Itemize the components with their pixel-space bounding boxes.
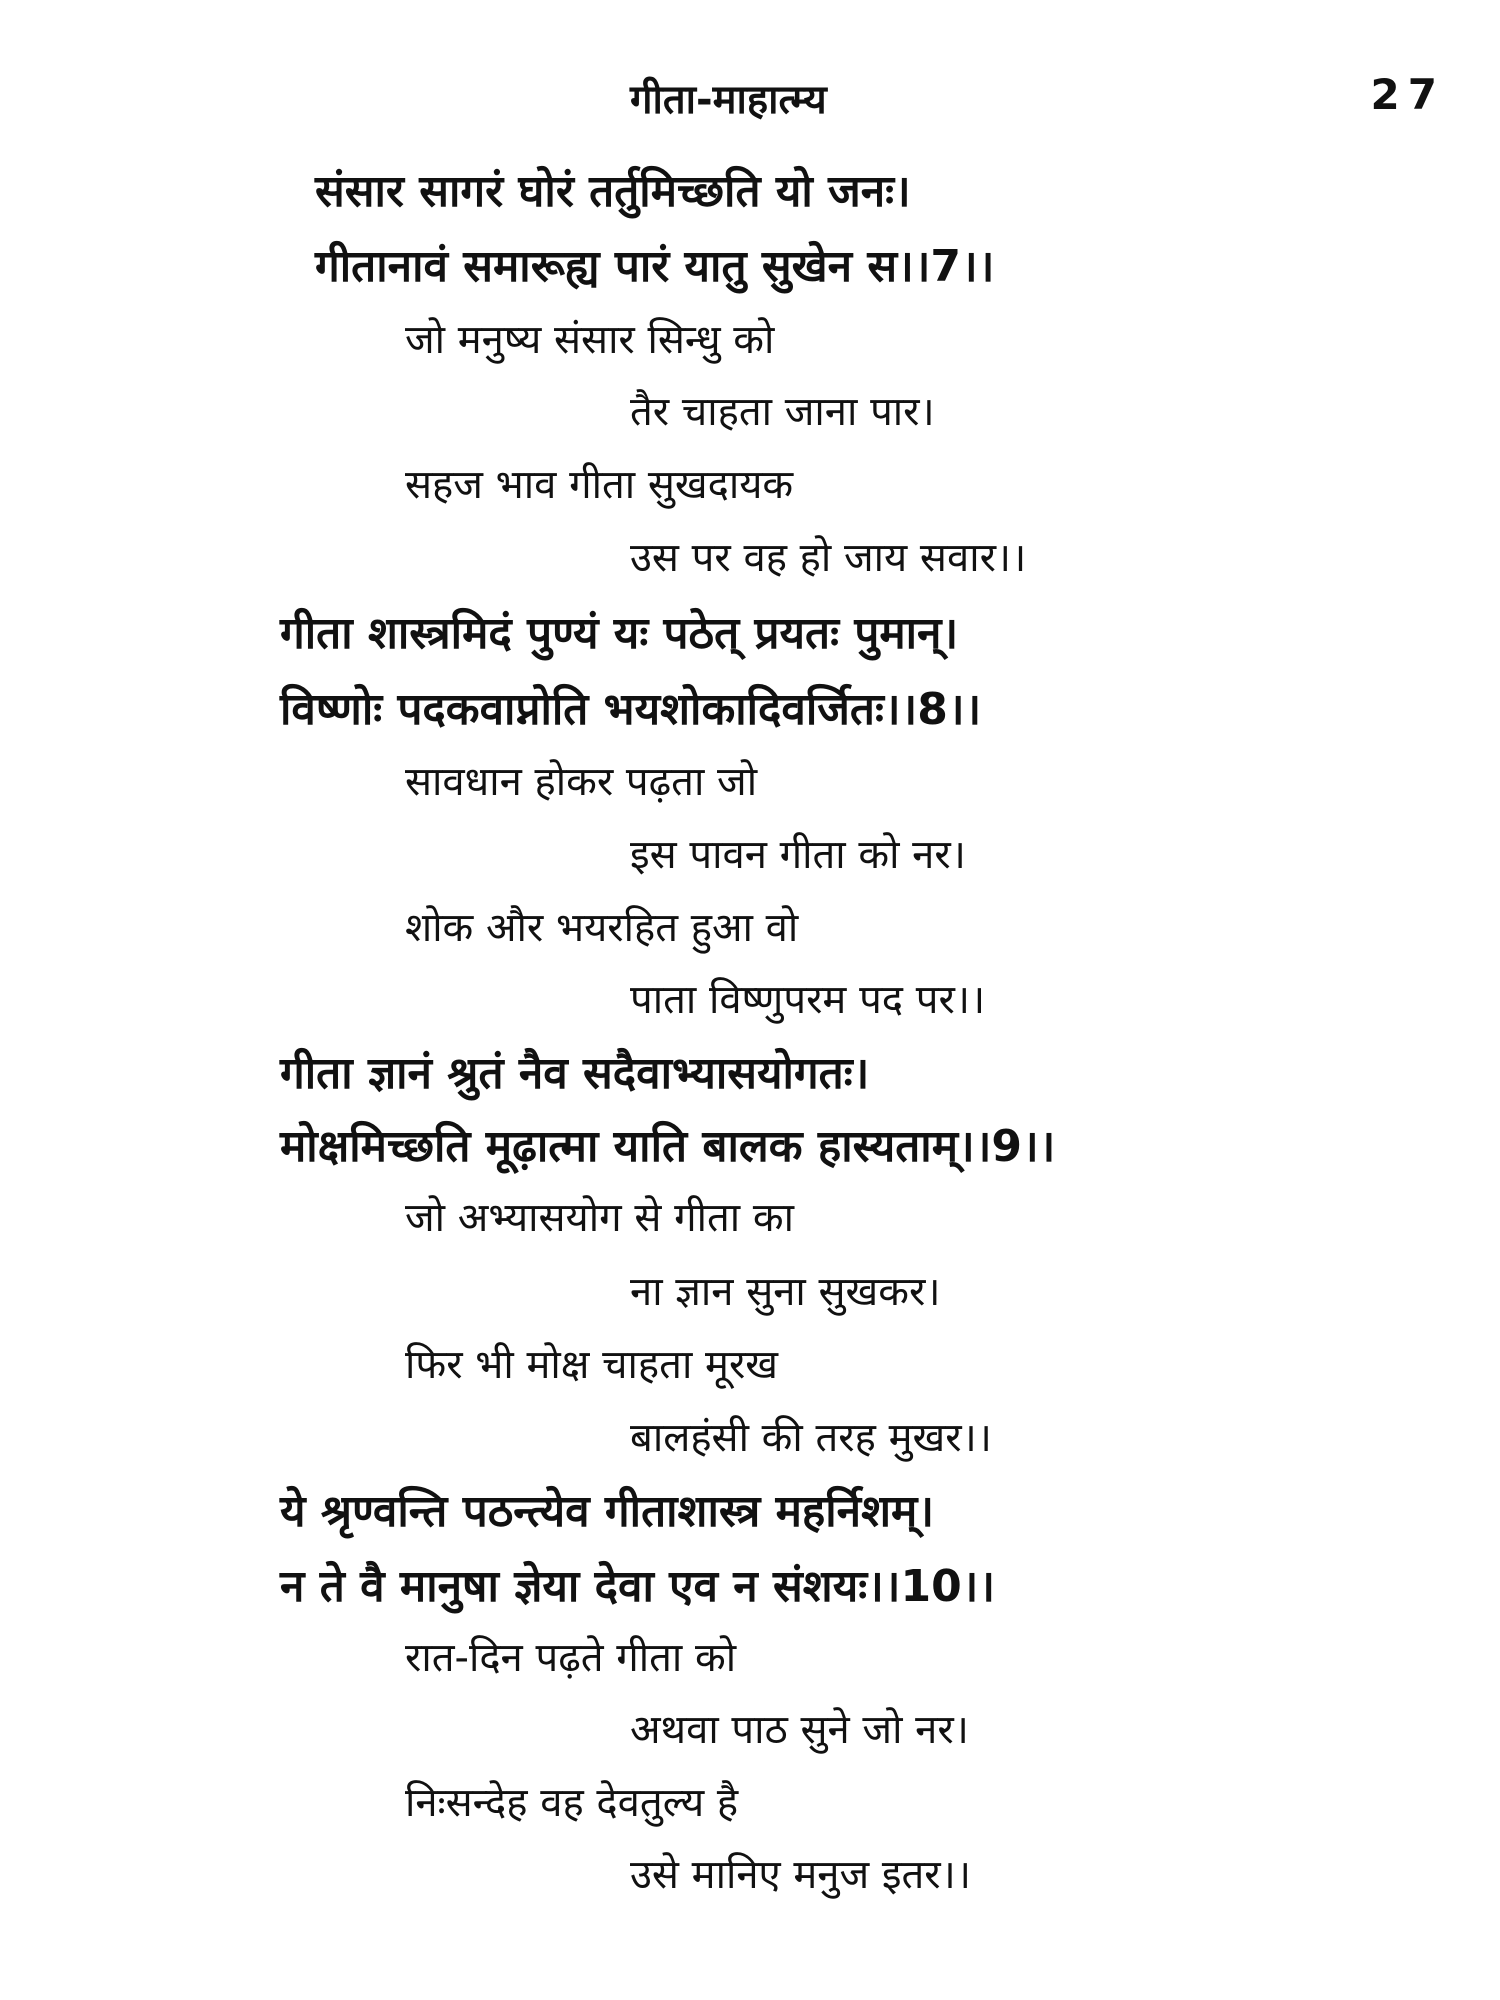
hindi-line: बालहंसी की तरह मुखर।। [630,1415,992,1461]
hindi-line: पाता विष्णुपरम पद पर।। [630,977,986,1023]
page-header [0,70,1500,130]
hindi-line: निःसन्देह वह देवतुल्य है [405,1780,739,1826]
hindi-line: ना ज्ञान सुना सुखकर। [630,1269,941,1315]
sanskrit-line: न ते वै मानुषा ज्ञेया देवा एव न संशयः।।10।। [280,1561,996,1612]
hindi-line: उसे मानिए मनुज इतर।। [630,1852,971,1898]
hindi-line: शोक और भयरहित हुआ वो [405,905,799,951]
page-number: 27 [1370,70,1445,119]
sanskrit-line: ये श्रृण्वन्ति पठन्त्येव गीताशास्त्र महर्निशम्। [280,1486,934,1537]
hindi-line: जो मनुष्य संसार सिन्धु को [405,317,775,363]
sanskrit-line: गीता ज्ञानं श्रुतं नैव सदैवाभ्यासयोगतः। [280,1048,870,1099]
sanskrit-line: विष्णोः पदकवाप्नोति भयशोकादिवर्जितः।।8।। [280,684,982,735]
sanskrit-line: गीता शास्त्रमिदं पुण्यं यः पठेत् प्रयतः पुमान्। [280,608,959,659]
running-title: गीता-माहात्म्य [630,77,827,123]
hindi-line: जो अभ्यासयोग से गीता का [405,1195,794,1241]
hindi-line: इस पावन गीता को नर। [630,832,966,878]
hindi-line: अथवा पाठ सुने जो नर। [630,1707,969,1753]
hindi-line: तैर चाहता जाना पार। [630,389,935,435]
hindi-line: सावधान होकर पढ़ता जो [405,759,758,805]
sanskrit-line: संसार सागरं घोरं तर्तुमिच्छति यो जनः। [315,166,911,217]
sanskrit-line: मोक्षमिच्छति मूढ़ात्मा याति बालक हास्यताम्।।9।। [280,1121,1056,1172]
hindi-line: सहज भाव गीता सुखदायक [405,462,794,508]
hindi-line: उस पर वह हो जाय सवार।। [630,535,1027,581]
sanskrit-line: गीतानावं समारूह्य पारं यातु सुखेन स।।7।। [315,241,995,292]
hindi-line: फिर भी मोक्ष चाहता मूरख [405,1342,779,1388]
hindi-line: रात-दिन पढ़ते गीता को [405,1635,737,1681]
